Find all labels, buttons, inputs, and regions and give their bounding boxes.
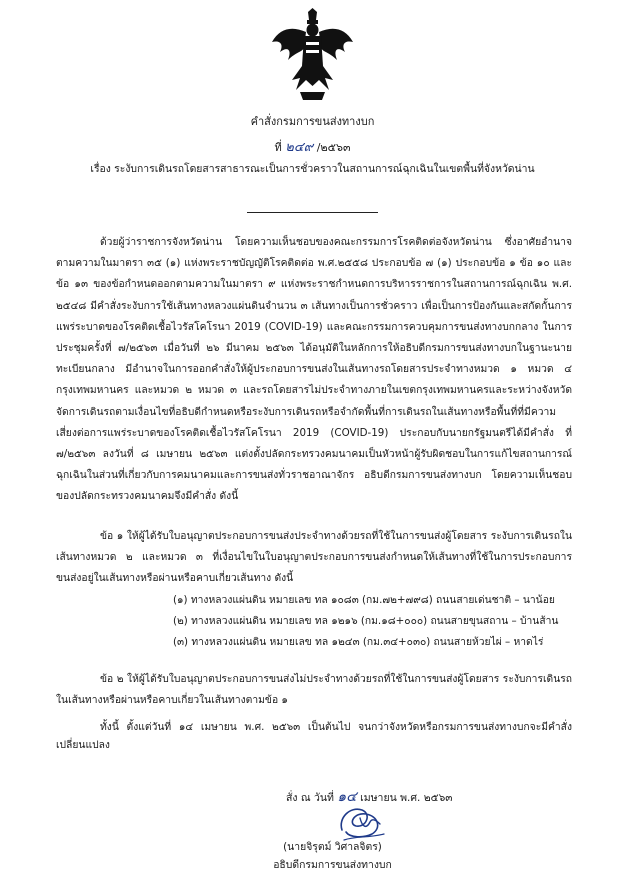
route-item-3: (๓) ทางหลวงแผ่นดิน หมายเลข ทล ๑๒๔๓ (กม.๓๔+๐๓๐) ถนนสายห้วยไผ่ – หาดไร่: [173, 636, 544, 649]
order-number-handwritten: ๒๔๙: [285, 140, 314, 155]
date-prefix: สั่ง ณ วันที่: [286, 792, 334, 804]
preamble-paragraph: ด้วยผู้ว่าราชการจังหวัดน่าน โดยความเห็นชอบของคณะกรรมการโรคติดต่อจังหวัดน่าน ซึ่งอาศัยอำนาจตามความในมาตรา ๓๕ (๑) แห่งพระราชบัญญัติโรคติดต่อ พ.ศ.๒๕๕๘ ประกอบข้อ ๗ (๑) ประกอบข้อ ๑ ข้อ ๑๐ และข้อ ๑๓ ของข้อกำหนดออกตามความในมาตรา ๙ แห่งพระราชกำหนดการบริหารราชการในสถานการณ์ฉุกเฉิน พ.ศ. ๒๕๔๘ มีคำสั่งระงับการใช้เส้นทางหลวงแผ่นดินจำนวน ๓ เส้นทางเป็นการชั่วคราว เพื่อเป็นการป้องกันและสกัดกั้นการแพร่ระบาดของโรคติดเชื้อไวรัสโคโรนา 2019 (COVID-19) และคณะกรรมการควบคุมการขนส่งทางบกกลาง ในการประชุมครั้งที่ ๗/๒๕๖๓ เมื่อวันที่ ๒๖ มีนาคม ๒๕๖๓ ได้อนุมัติในหลักการให้อธิบดีกรมการขนส่งทางบกในฐานะนายทะเบียนกลาง มีอำนาจในการออกคำสั่งให้ผู้ประกอบการขนส่งในเส้นทางรถโดยสารประจำทางหมวด ๑ หมวด ๔ กรุงเทพมหานคร และหมวด ๒ หมวด ๓ และรถโดยสารไม่ประจำทางภายในเขตกรุงเทพมหานครและระหว่างจังหวัด จัดการเดินรถตามเงื่อนไขที่อธิบดีกำหนดหรือระงับการเดินรถหรือจำกัดพื้นที่การเดินรถในเส้นทางหรือพื้นที่ที่มีความเสี่ยงต่อการแพร่ระบาดของโรคติดเชื้อไวรัสโคโรนา 2019 (COVID-19) ประกอบกับนายกรัฐมนตรีได้มีคำสั่ง ที่ ๗/๒๕๖๓ ลงวันที่ ๘ เมษายน ๒๕๖๓ แต่งตั้งปลัดกระทรวงคมนาคมเป็นหัวหน้าผู้รับผิดชอบในการแก้ไขสถานการณ์ฉุกเฉินในส่วนที่เกี่ยวกับการคมนาคมและการขนส่งทั่วราชอาณาจักร อธิบดีกรมการขนส่งทางบก โดยความเห็นชอบของปลัดกระทรวงคมนาคมจึงมีคำสั่ง ดังนี้: [56, 236, 572, 503]
clause-1-paragraph: ข้อ ๑ ให้ผู้ได้รับใบอนุญาตประกอบการขนส่งประจำทางด้วยรถที่ใช้ในการขนส่งผู้โดยสาร ระงับการเดินรถในเส้นทางหมวด ๒ และหมวด ๓ ที่เงื่อนไขในใบอนุญาตประกอบการขนส่งกำหนดให้เส้นทางที่ใช้ในการประกอบการขนส่งอยู่ในเส้นทางหรือผ่านหรือคาบเกี่ยวเส้นทาง ดังนี้: [56, 530, 572, 585]
preamble-section: [56, 232, 572, 508]
route-item-2: (๒) ทางหลวงแผ่นดิน หมายเลข ทล ๑๒๑๖ (กม.๑๘+๐๐๐) ถนนสายขุนสถาน – บ้านส้าน: [173, 614, 559, 627]
clause-2-section: [56, 669, 572, 711]
garuda-emblem-icon: [270, 8, 355, 103]
route-item-1: (๑) ทางหลวงแผ่นดิน หมายเลข ทล ๑๐๘๓ (กม.๗๒+๗๙๘) ถนนสายเด่นชาติ – นาน้อย: [173, 593, 555, 606]
clause-1-section: [56, 526, 572, 653]
header-divider: [247, 212, 378, 213]
order-number-prefix: ที่: [274, 141, 282, 154]
order-number-year: /๒๕๖๓: [316, 141, 351, 154]
effective-section: [56, 718, 572, 754]
date-rest: เมษายน พ.ศ. ๒๕๖๓: [360, 792, 453, 804]
signer-title: อธิบดีกรมการขนส่งทางบก: [273, 859, 392, 871]
effective-paragraph: ทั้งนี้ ตั้งแต่วันที่ ๑๔ เมษายน พ.ศ. ๒๕๖๓ เป็นต้นไป จนกว่าจังหวัดหรือกรมการขนส่งทางบกจะมีคำสั่งเปลี่ยนแปลง: [56, 721, 572, 751]
order-number: [0, 136, 625, 157]
date-day-handwritten: ๑๔: [337, 789, 357, 805]
clause-2-paragraph: ข้อ ๒ ให้ผู้ได้รับใบอนุญาตประกอบการขนส่งไม่ประจำทางด้วยรถที่ใช้ในการขนส่งผู้โดยสาร ระงับการเดินรถในเส้นทางหรือผ่านหรือคาบเกี่ยวในเส้นทางตามข้อ ๑: [56, 673, 572, 707]
signer-name: (นายจิรุตม์ วิศาลจิตร): [283, 841, 382, 853]
order-title: คำสั่งกรมการขนส่งทางบก: [250, 115, 375, 128]
order-subject: เรื่อง ระงับการเดินรถโดยสารสาธารณะเป็นการชั่วคราวในสถานการณ์ฉุกเฉินในเขตพื้นที่จังหวัดน่าน: [90, 163, 535, 175]
